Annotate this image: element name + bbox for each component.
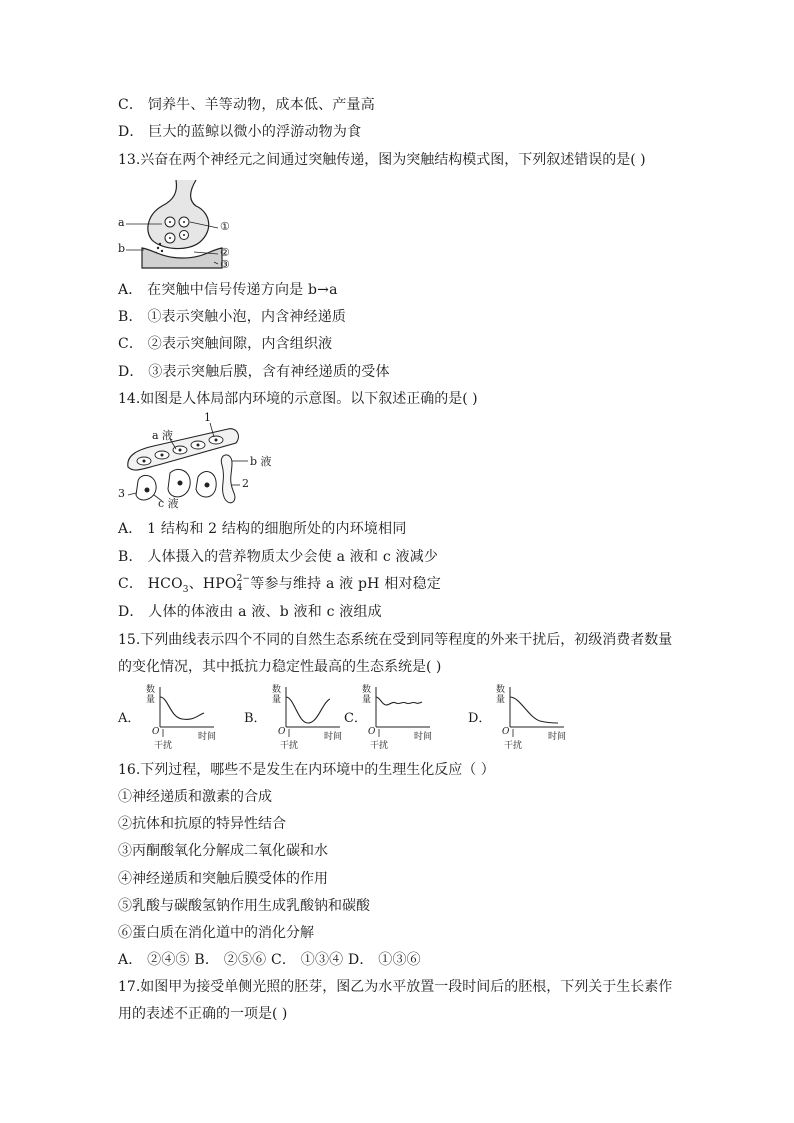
fig14-label-1: 1 [204,411,211,424]
graph-b-origin: O [278,727,286,737]
question-14-stem: 14.如图是人体局部内环境的示意图。以下叙述正确的是( ) [118,391,478,407]
fig14-label-c: c 液 [158,497,179,510]
q14-option-b: B． 人体摄入的营养物质太少会使 a 液和 c 液减少 [118,549,439,565]
q16-item-2: ②抗体和抗原的特异性结合 [118,816,286,832]
graph-b [244,683,354,753]
graph-c-origin: O [368,727,376,737]
synapse-label-3: ③ [220,258,230,271]
graph-d-xlabel: 时间 [548,732,567,742]
q16-item-6: ⑥蛋白质在消化道中的消化分解 [118,925,314,941]
option-d-prev: D． 巨大的蓝鲸以微小的浮游动物为食 [118,124,362,140]
fig14-label-a: a 液 [152,429,174,442]
question-13-stem: 13.兴奋在两个神经元之间通过突触传递，图为突触结构模式图，下列叙述错误的是( ) [118,152,646,168]
question-17-stem-1: 17.如图甲为接受单侧光照的胚芽，图乙为水平放置一段时间后的胚根，下列关于生长素作 [118,979,673,995]
graph-d-letter: D． [468,711,492,726]
q14-option-a: A． 1 结构和 2 结构的细胞所处的内环境相同 [118,521,407,537]
graph-c-ylabel: 数 量 [362,685,372,705]
q16-item-4: ④神经递质和突触后膜受体的作用 [118,871,328,887]
option-c-prev: C． 饲养牛、羊等动物，成本低、产量高 [118,97,375,113]
fig14-label-3: 3 [118,487,125,500]
synapse-label-2: ② [220,246,230,259]
question-15-stem-1: 15.下列曲线表示四个不同的自然生态系统在受到同等程度的外来干扰后，初级消费者数量 [118,632,673,648]
question-17-stem-2: 用的表述不正确的一项是( ) [118,1006,288,1022]
q16-item-5: ⑤乳酸与碳酸氢钠作用生成乳酸钠和碳酸 [118,898,370,914]
graph-b-xlabel: 时间 [324,732,343,742]
q14-option-c: C． $HCO_3$、HPO 2− 4 等参与维持 a 液 pH 相对稳定 [118,574,442,595]
q15-graphs [118,683,588,753]
graph-b-letter: B． [244,711,267,726]
graph-d-ylabel: 数 量 [496,685,506,705]
question-16-stem: 16.下列过程，哪些不是发生在内环境中的生理生化反应（ ） [118,762,495,778]
q14-option-d: D． 人体的体液由 a 液、b 液和 c 液组成 [118,604,382,620]
graph-a-xlabel: 时间 [198,732,217,742]
q13-option-c: C． ②表示突触间隙，内含组织液 [118,336,333,352]
graph-b-disturb: 干扰 [280,741,299,751]
graph-a-ylabel: 数 量 [146,685,156,705]
q16-item-1: ①神经递质和激素的合成 [118,789,272,805]
synapse-label-1: ① [220,220,230,233]
q13-option-b: B． ①表示突触小泡，内含神经递质 [118,309,347,325]
question-15-stem-2: 的变化情况，其中抵抗力稳定性最高的生态系统是( ) [118,659,442,675]
q13-option-a: A． 在突触中信号传递方向是 b→a [118,282,338,298]
graph-a-origin: O [152,727,160,737]
fig14-label-2: 2 [242,477,249,490]
graph-c [344,683,454,753]
graph-d [468,683,578,753]
synapse-diagram [118,178,258,273]
graph-b-ylabel: 数 量 [272,685,282,705]
graph-c-xlabel: 时间 [414,732,433,742]
synapse-label-b: b [118,242,126,255]
graph-c-disturb: 干扰 [370,741,389,751]
fig14-label-b: b 液 [250,455,272,468]
q16-item-3: ③丙酮酸氧化分解成二氧化碳和水 [118,843,328,859]
internal-environment-diagram [118,411,278,510]
q13-option-d: D． ③表示突触后膜，含有神经递质的受体 [118,364,390,380]
graph-a [118,683,228,753]
graph-a-disturb: 干扰 [154,741,173,751]
graph-c-letter: C． [344,711,367,726]
graph-d-origin: O [502,727,510,737]
q16-options: A． ②④⑤ B． ②⑤⑥ C． ①③④ D． ①③⑥ [118,952,421,968]
graph-a-letter: A． [118,711,141,726]
synapse-label-a: a [118,216,125,229]
graph-d-disturb: 干扰 [504,741,523,751]
